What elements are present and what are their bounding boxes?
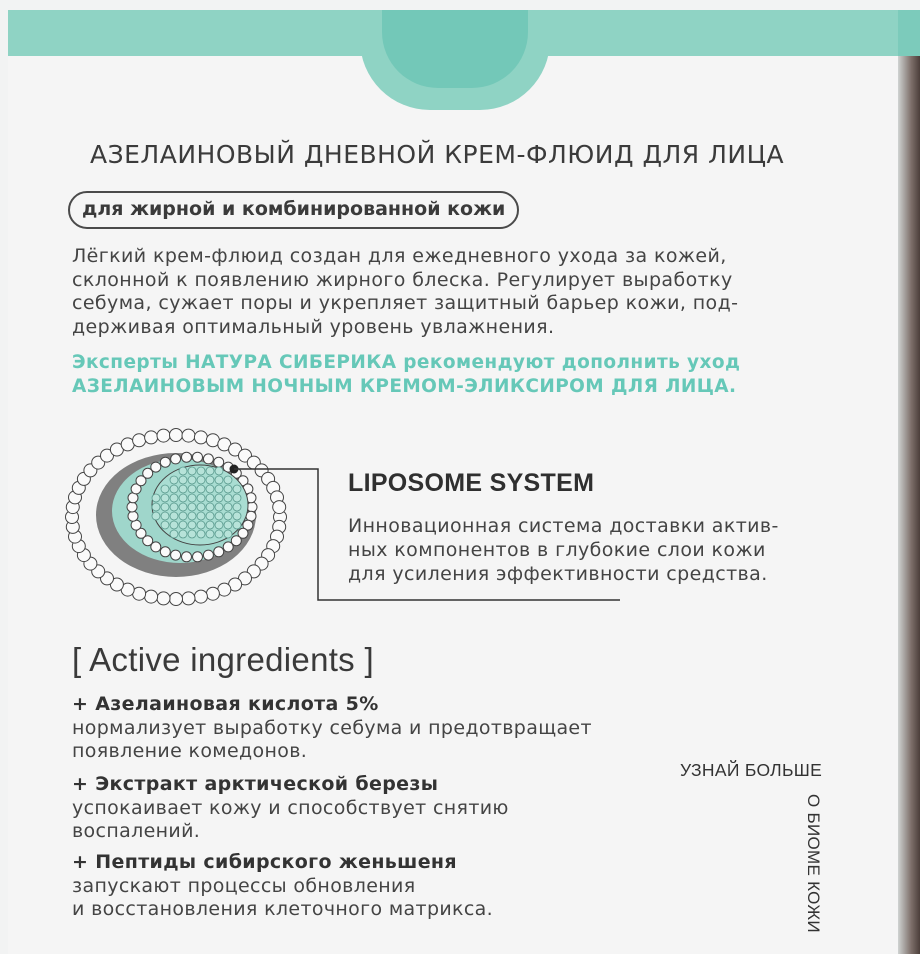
lipid-bead: [151, 462, 161, 472]
core-bead: [188, 503, 196, 511]
core-bead: [170, 503, 178, 511]
lipid-bead: [145, 590, 158, 603]
core-bead: [224, 530, 232, 538]
lipid-bead: [193, 552, 203, 562]
core-bead: [233, 503, 241, 511]
core-bead: [215, 476, 223, 484]
ingredient-desc: и восстановления клеточного матрикса.: [72, 898, 494, 920]
core-bead: [161, 521, 169, 529]
liposome-desc-line: Инновационная система доставки актив-: [348, 515, 779, 537]
core-bead: [170, 485, 178, 493]
core-bead: [170, 494, 178, 502]
ingredient-desc: успокаивает кожу и способствует снятию: [72, 796, 509, 819]
lipid-bead: [203, 454, 213, 464]
core-bead: [233, 485, 241, 493]
core-bead: [215, 485, 223, 493]
ingredient-desc: воспалений.: [72, 820, 201, 842]
lipid-bead: [182, 592, 195, 605]
core-bead: [188, 521, 196, 529]
core-bead: [233, 521, 241, 529]
core-bead: [179, 530, 187, 538]
product-title: АЗЕЛАИНОВЫЙ ДНЕВНОЙ КРЕМ-ФЛЮИД ДЛЯ ЛИЦА: [90, 140, 785, 169]
core-bead: [170, 530, 178, 538]
core-bead: [197, 476, 205, 484]
box-edge-top: [898, 10, 920, 56]
ingredient-item: [72, 851, 493, 922]
lipid-bead: [223, 542, 233, 552]
lipid-bead: [206, 587, 219, 600]
liposome-desc-line: для усиления эффективности средства.: [348, 563, 768, 585]
core-bead: [197, 503, 205, 511]
core-bead: [197, 521, 205, 529]
core-bead: [152, 503, 160, 511]
core-bead: [206, 503, 214, 511]
core-bead: [152, 494, 160, 502]
core-bead: [206, 467, 214, 475]
lipid-bead: [157, 429, 170, 442]
core-bead: [206, 485, 214, 493]
lipid-bead: [194, 431, 207, 444]
core-bead: [224, 485, 232, 493]
core-bead: [188, 512, 196, 520]
core-bead: [206, 476, 214, 484]
core-bead: [206, 521, 214, 529]
liposome-title: LIPOSOME SYSTEM: [348, 469, 595, 497]
lipid-bead: [133, 434, 146, 447]
lipid-bead: [170, 593, 183, 606]
core-bead: [215, 467, 223, 475]
lipid-bead: [160, 547, 170, 557]
intro-text: [72, 245, 738, 339]
core-bead: [215, 521, 223, 529]
lipid-bead: [182, 429, 195, 442]
core-bead: [179, 467, 187, 475]
lipid-bead: [160, 457, 170, 467]
lipid-bead: [171, 454, 181, 464]
core-bead: [215, 530, 223, 538]
core-bead: [224, 494, 232, 502]
core-bead: [233, 494, 241, 502]
expert-recommendation: [72, 351, 740, 398]
core-bead: [197, 530, 205, 538]
lid-tab-shade: [382, 10, 528, 88]
core-bead: [188, 476, 196, 484]
lipid-bead: [145, 431, 158, 444]
intro-line: себума, сужает поры и укрепляет защитный барьер кожи, под-: [72, 292, 739, 314]
lipid-bead: [182, 552, 192, 562]
ingredient-name: + Пептиды сибирского женьшеня: [72, 851, 457, 873]
core-bead: [215, 503, 223, 511]
core-bead: [188, 467, 196, 475]
core-bead: [224, 503, 232, 511]
lipid-bead: [128, 511, 138, 521]
ingredient-name: + Экстракт арктической березы: [72, 773, 439, 795]
lipid-bead: [170, 429, 183, 442]
core-bead: [179, 485, 187, 493]
core-bead: [170, 521, 178, 529]
lipid-bead: [157, 592, 170, 605]
core-bead: [197, 494, 205, 502]
ingredient-item: [72, 773, 509, 844]
core-bead: [197, 467, 205, 475]
intro-line: Лёгкий крем-флюид создан для ежедневного ухода за кожей,: [72, 245, 727, 267]
core-bead: [197, 485, 205, 493]
core-bead: [179, 494, 187, 502]
box-edge: [898, 56, 920, 954]
lipid-bead: [171, 550, 181, 560]
expert-line: Эксперты НАТУРА СИБЕРИКА рекомендуют дополнить уход: [72, 352, 741, 373]
lipid-bead: [194, 590, 207, 603]
core-bead: [215, 494, 223, 502]
core-bead: [188, 485, 196, 493]
ingredient-desc: нормализует выработку себума и предотвращает: [72, 716, 592, 739]
core-bead: [161, 494, 169, 502]
lipid-bead: [273, 501, 286, 514]
lipid-bead: [127, 502, 137, 512]
core-bead: [161, 512, 169, 520]
lipid-bead: [247, 502, 257, 512]
lipid-bead: [214, 457, 224, 467]
ingredient-desc: появление комедонов.: [72, 740, 308, 762]
ingredient-item: [72, 693, 592, 764]
skin-biome-label: О БИОМЕ КОЖИ: [804, 794, 823, 933]
liposome-description: [348, 514, 779, 586]
lipid-bead: [193, 452, 203, 462]
learn-more-label: УЗНАЙ БОЛЬШЕ: [680, 760, 823, 780]
intro-line: склонной к появлению жирного блеска. Регулирует выработку: [72, 268, 733, 291]
core-bead: [224, 521, 232, 529]
core-bead: [188, 530, 196, 538]
lipid-bead: [203, 550, 213, 560]
core-bead: [161, 503, 169, 511]
core-bead: [170, 512, 178, 520]
core-bead: [233, 512, 241, 520]
core-bead: [206, 530, 214, 538]
liposome-desc-line: ных компонентов в глубокие слои кожи: [348, 539, 766, 561]
skin-type-badge: для жирной и комбинированной кожи: [68, 191, 519, 229]
core-bead: [152, 512, 160, 520]
core-bead: [215, 512, 223, 520]
core-bead: [179, 521, 187, 529]
ingredient-desc: запускают процессы обновления: [72, 874, 416, 897]
core-bead: [179, 512, 187, 520]
core-bead: [179, 503, 187, 511]
core-bead: [179, 476, 187, 484]
active-ingredients-heading: [ Active ingredients ]: [72, 641, 374, 678]
ingredient-name: + Азелаиновая кислота 5%: [72, 693, 379, 715]
core-bead: [170, 476, 178, 484]
core-bead: [161, 485, 169, 493]
core-bead: [188, 494, 196, 502]
core-bead: [197, 512, 205, 520]
core-bead: [224, 512, 232, 520]
lipid-bead: [214, 547, 224, 557]
lipid-bead: [182, 452, 192, 462]
intro-line: держивая оптимальный уровень увлажнения.: [72, 315, 555, 338]
expert-line: АЗЕЛАИНОВЫМ НОЧНЫМ КРЕМОМ-ЭЛИКСИРОМ ДЛЯ ЛИЦА.: [72, 375, 737, 397]
core-bead: [206, 494, 214, 502]
core-bead: [206, 512, 214, 520]
skin-biome-label-wrap: [793, 794, 833, 933]
core-bead: [224, 476, 232, 484]
